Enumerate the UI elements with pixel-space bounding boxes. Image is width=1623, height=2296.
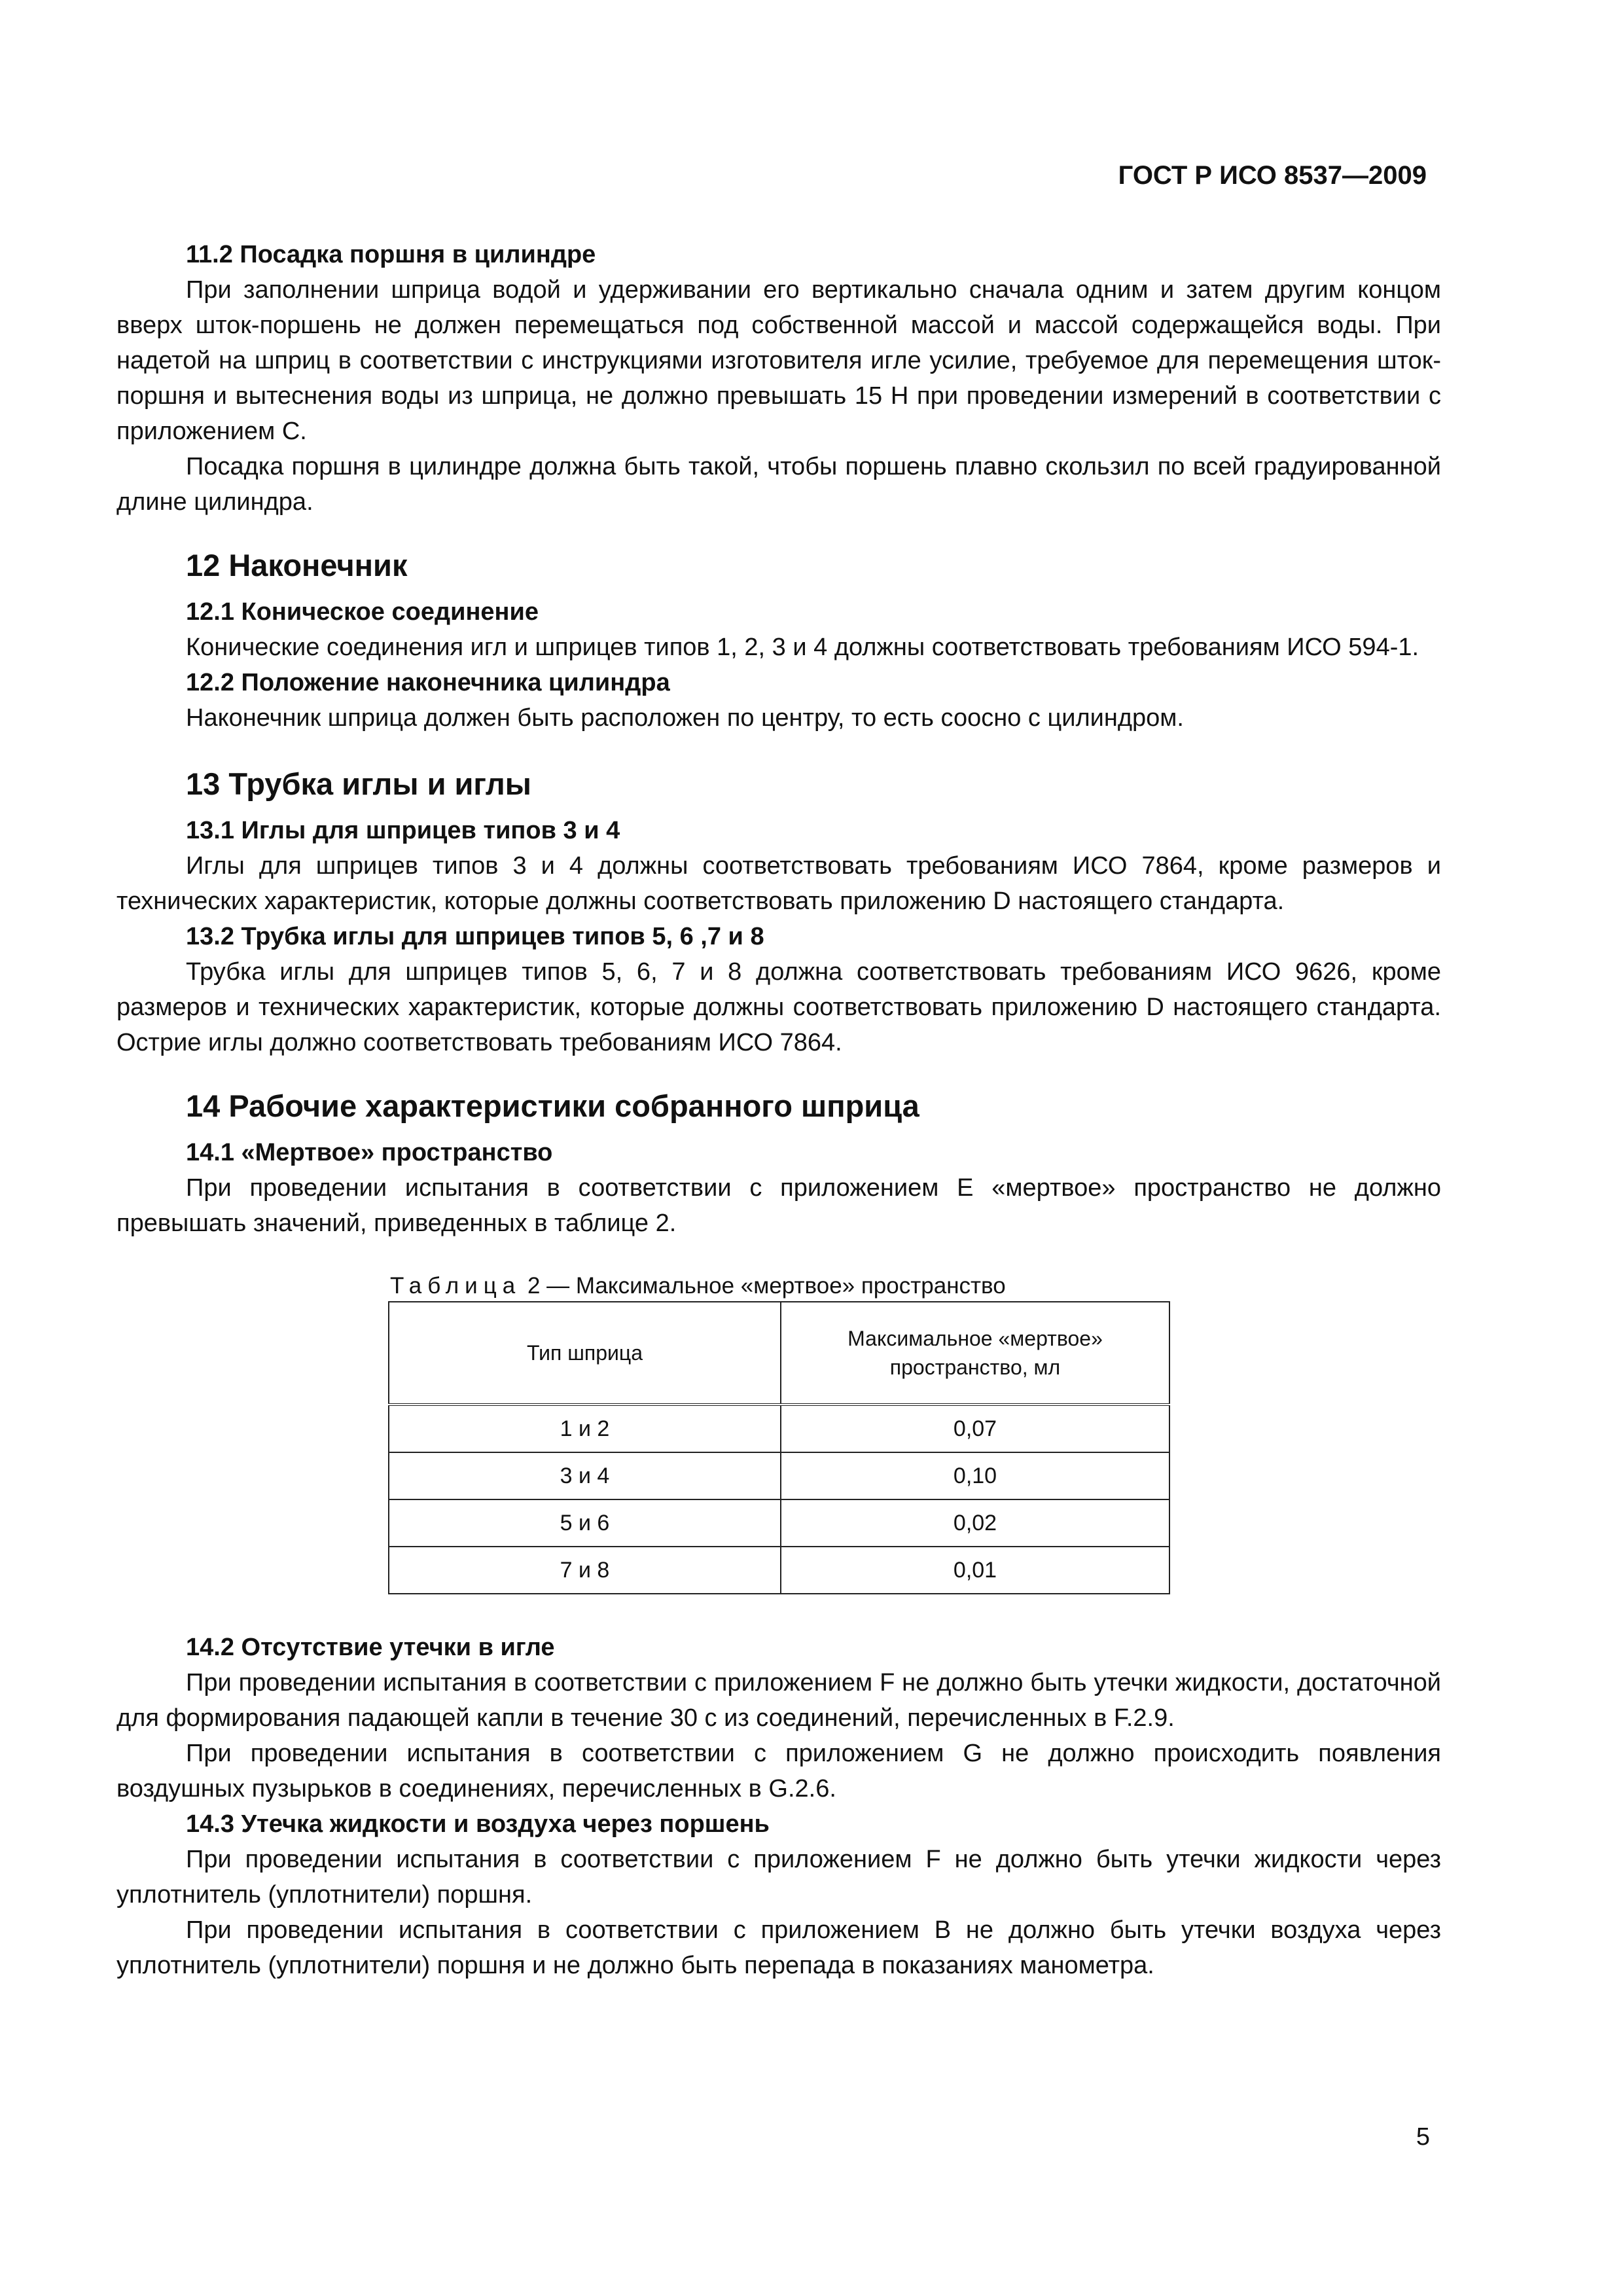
column-header-line: пространство, мл — [889, 1355, 1061, 1379]
table-caption-text: 2 — Максимальное «мертвое» пространство — [521, 1273, 1006, 1299]
cell-syringe-type: 7 и 8 — [389, 1547, 781, 1594]
subsection-heading-13-2: 13.2 Трубка иглы для шприцев типов 5, 6 ,7 и 8 — [186, 923, 764, 950]
page-content — [116, 237, 1441, 1983]
column-header-syringe-type: Тип шприца — [389, 1302, 781, 1405]
paragraph: При проведении испытания в соответствии с приложением F не должно быть утечки жидкости через уплотнитель (уплотнители) поршня. — [116, 1846, 1441, 1909]
paragraph: При проведении испытания в соответствии с приложением E «мертвое» пространство не должно превышать значений, приведенных в таблице 2. — [116, 1174, 1441, 1237]
cell-dead-space-value: 0,07 — [781, 1405, 1169, 1452]
subsection-heading-13-1: 13.1 Иглы для шприцев типов 3 и 4 — [186, 817, 620, 844]
subsection-heading-14-3: 14.3 Утечка жидкости и воздуха через поршень — [186, 1810, 770, 1838]
table-row — [389, 1405, 1169, 1452]
table-row — [389, 1499, 1169, 1547]
paragraph: Конические соединения игл и шприцев типов 1, 2, 3 и 4 должны соответствовать требованиям ИСО 594-1. — [186, 634, 1419, 661]
table-caption-label: Таблица — [390, 1273, 522, 1299]
cell-dead-space-value: 0,02 — [781, 1499, 1169, 1547]
paragraph: При проведении испытания в соответствии с приложением F не должно быть утечки жидкости, достаточной для формирования падающей капли в течение 30 с из соединений, перечисленных в F.2.9. — [116, 1669, 1441, 1732]
subsection-heading-14-1: 14.1 «Мертвое» пространство — [186, 1139, 553, 1166]
paragraph: Наконечник шприца должен быть расположен по центру, то есть соосно с цилиндром. — [186, 704, 1184, 732]
subsection-heading-12-1: 12.1 Коническое соединение — [186, 598, 539, 626]
paragraph: При заполнении шприца водой и удерживании его вертикально сначала одним и затем другим концом вверх шток-поршень не должен перемещаться под собственной массой и массой содержащейся воды. При надетой на шприц в соответствии с инструкциями изготовителя игле усилие, требуемое для перемещения шток-поршня и вытеснения воды из шприца, не должно превышать 15 Н при проведении измерений в соответствии с приложением С. — [116, 276, 1441, 445]
paragraph: При проведении испытания в соответствии с приложением B не должно быть утечки воздуха через уплотнитель (уплотнители) поршня и не должно быть перепада в показаниях манометра. — [116, 1916, 1441, 1979]
cell-syringe-type: 3 и 4 — [389, 1452, 781, 1499]
paragraph: При проведении испытания в соответствии с приложением G не должно происходить появления воздушных пузырьков в соединениях, перечисленных в G.2.6. — [116, 1740, 1441, 1803]
dead-space-table — [388, 1301, 1170, 1594]
paragraph: Трубка иглы для шприцев типов 5, 6, 7 и 8 должна соответствовать требованиям ИСО 9626, кроме размеров и технических характеристик, которые должны соответствовать приложению D настоящего стандарта. Острие иглы должно соответствовать требованиям ИСО 7864. — [116, 958, 1441, 1056]
table-row — [389, 1547, 1169, 1594]
table-row — [389, 1452, 1169, 1499]
section-heading-14: 14 Рабочие характеристики собранного шприца — [186, 1088, 919, 1123]
paragraph: Иглы для шприцев типов 3 и 4 должны соответствовать требованиям ИСО 7864, кроме размеров и технических характеристик, которые должны соответствовать приложению D настоящего стандарта. — [116, 852, 1441, 915]
subsection-heading-12-2: 12.2 Положение наконечника цилиндра — [186, 669, 670, 696]
cell-dead-space-value: 0,10 — [781, 1452, 1169, 1499]
table-header-row — [389, 1302, 1169, 1405]
section-heading-13: 13 Трубка иглы и иглы — [186, 766, 531, 801]
cell-syringe-type: 1 и 2 — [389, 1405, 781, 1452]
subsection-heading-11-2: 11.2 Посадка поршня в цилиндре — [186, 241, 596, 268]
table-caption — [116, 1271, 1441, 1301]
document-code: ГОСТ Р ИСО 8537—2009 — [1118, 161, 1427, 190]
column-header-line: Максимальное «мертвое» — [847, 1327, 1103, 1350]
page-number: 5 — [1416, 2123, 1430, 2151]
column-header-max-dead-space — [781, 1302, 1169, 1405]
paragraph: Посадка поршня в цилиндре должна быть такой, чтобы поршень плавно скользил по всей градуированной длине цилиндра. — [116, 453, 1441, 516]
cell-dead-space-value: 0,01 — [781, 1547, 1169, 1594]
section-heading-12: 12 Наконечник — [186, 548, 408, 583]
subsection-heading-14-2: 14.2 Отсутствие утечки в игле — [186, 1634, 555, 1661]
cell-syringe-type: 5 и 6 — [389, 1499, 781, 1547]
